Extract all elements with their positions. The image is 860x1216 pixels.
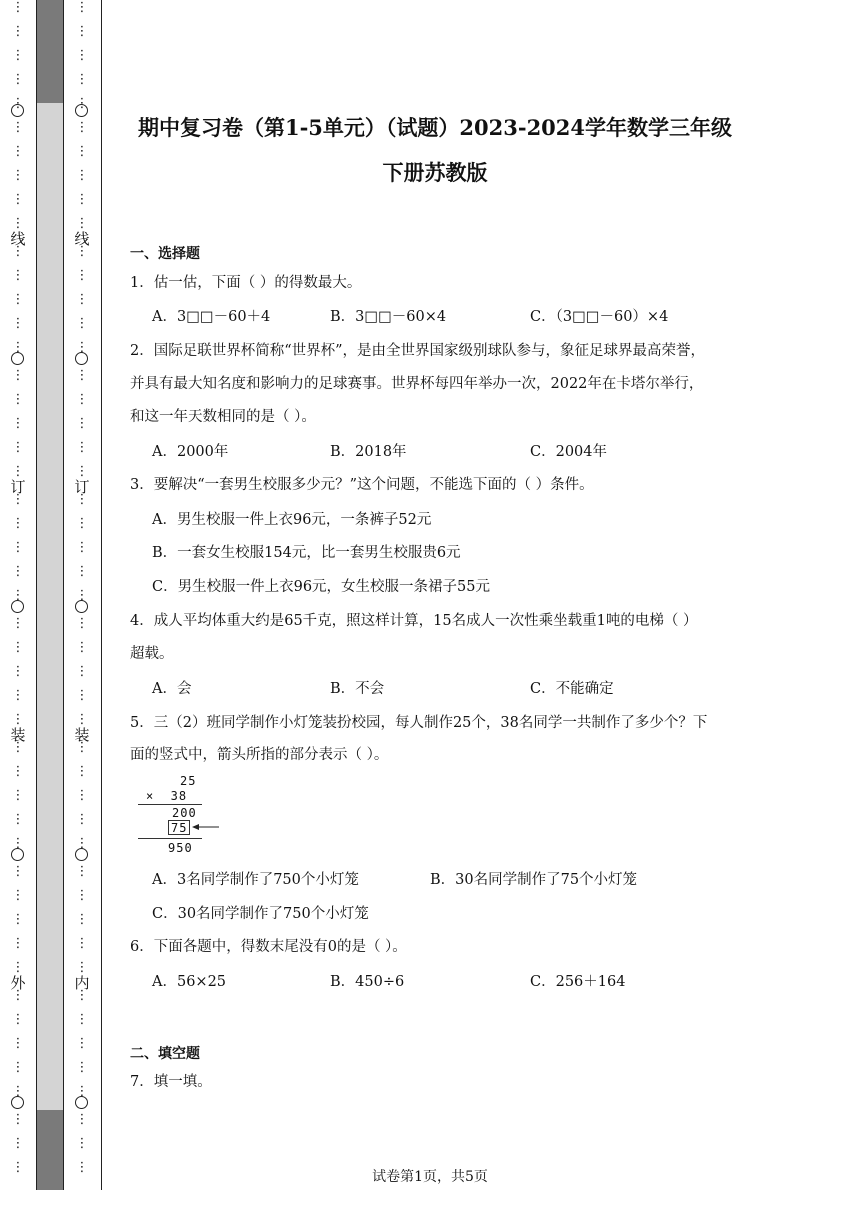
binding-dots: ⋮ [11,864,25,879]
binding-dots: ⋮ [11,168,25,183]
binding-dots: ⋮ [75,392,89,407]
binding-dots: ⋮ [11,492,25,507]
binding-dots: ⋮ [11,888,25,903]
inner-binding-mark-3: 装 [74,726,90,744]
binding-dots: ⋮ [11,540,25,555]
binding-dots: ⋮ [11,1060,25,1075]
binding-dots: ⋮ [11,812,25,827]
calc-rule [138,838,202,839]
binding-dots: ⋮ [75,1036,89,1051]
binding-dots: ⋮ [11,960,25,975]
binding-dots: ⋮ [75,864,89,879]
calc-product: 950 [168,841,193,855]
binding-dots: ⋮ [11,144,25,159]
question-7-stem: 7．填一填。 [130,1074,212,1090]
question-1-option-a: A．3□□－60＋4 [152,309,271,325]
binding-dots: ⋮ [11,712,25,727]
calc-rule [138,804,202,805]
binding-strip-top-block [37,0,63,103]
question-5-option-a: A．3名同学制作了750个小灯笼 [152,872,359,888]
question-3-option-b: B．一套女生校服154元，比一套男生校服贵6元 [152,545,461,561]
page-title: 期中复习卷（第1-5单元）（试题）2023-2024学年数学三年级 [137,115,733,140]
binding-dots: ⋮ [11,588,25,603]
margin-rule [36,0,37,1190]
binding-dots: ⋮ [75,144,89,159]
binding-dots: ⋮ [11,244,25,259]
binding-dots: ⋮ [11,688,25,703]
binding-dots: ⋮ [75,0,89,15]
binding-dots: ⋮ [75,788,89,803]
question-4-option-a: A．会 [152,681,192,697]
binding-dots: ⋮ [11,368,25,383]
binding-hole-circle [11,600,24,613]
binding-dots: ⋮ [11,1036,25,1051]
binding-dots: ⋮ [75,912,89,927]
binding-dots: ⋮ [75,712,89,727]
binding-strip [37,0,63,1190]
binding-dots: ⋮ [11,192,25,207]
binding-dots: ⋮ [75,1160,89,1175]
binding-hole-circle [75,848,88,861]
question-2-option-a: A．2000年 [152,444,229,460]
binding-dots: ⋮ [75,640,89,655]
calc-partial-product-2: 75 [171,821,188,835]
binding-dots: ⋮ [11,96,25,111]
calc-partial-product-1: 200 [172,806,197,820]
arrow-left-icon [192,821,220,833]
binding-dots: ⋮ [11,464,25,479]
binding-dots: ⋮ [11,1084,25,1099]
binding-hole-circle [11,848,24,861]
question-3-option-a: A．男生校服一件上衣96元，一条裤子52元 [152,512,432,528]
binding-dots: ⋮ [75,664,89,679]
outer-binding-mark-3: 装 [10,726,26,744]
inner-binding-mark-1: 线 [74,230,90,248]
binding-dots: ⋮ [11,416,25,431]
margin-rule [101,0,102,1190]
binding-hole-circle [11,352,24,365]
question-6-stem: 6．下面各题中，得数末尾没有0的是（ ）。 [130,939,407,955]
question-6-option-b: B．450÷6 [330,974,405,990]
question-5-option-c: C．30名同学制作了750个小灯笼 [152,906,369,922]
binding-dots: ⋮ [75,440,89,455]
binding-dots: ⋮ [75,960,89,975]
binding-dots: ⋮ [11,292,25,307]
binding-dots: ⋮ [11,216,25,231]
binding-dots: ⋮ [75,1112,89,1127]
binding-dots: ⋮ [75,1012,89,1027]
binding-dots: ⋮ [75,216,89,231]
binding-hole-circle [75,600,88,613]
question-5-option-b: B．30名同学制作了75个小灯笼 [430,872,638,888]
outer-binding-mark-1: 线 [10,230,26,248]
question-2-stem-line3: 和这一年天数相同的是（ ）。 [130,409,316,425]
question-2-stem-line2: 并具有最大知名度和影响力的足球赛事。世界杯每四年举办一次，2022年在卡塔尔举行， [130,376,704,392]
binding-hole-circle [75,104,88,117]
binding-dots: ⋮ [75,48,89,63]
question-6-option-c: C．256＋164 [530,974,626,990]
question-2-option-b: B．2018年 [330,444,407,460]
binding-dots: ⋮ [75,1084,89,1099]
question-5-stem: 5．三（2）班同学制作小灯笼装扮校园，每人制作25个，38名同学一共制作了多少个？下 [130,715,708,731]
binding-dots: ⋮ [75,268,89,283]
binding-dots: ⋮ [11,316,25,331]
binding-dots: ⋮ [11,564,25,579]
binding-dots: ⋮ [75,96,89,111]
binding-dots: ⋮ [11,740,25,755]
page-title-line2: 下册苏教版 [382,160,488,185]
question-3-stem: 3．要解决“一套男生校服多少元？”这个问题，不能选下面的（ ）条件。 [130,477,594,493]
section-heading: 一、选择题 [130,246,200,262]
binding-dots: ⋮ [11,24,25,39]
binding-dots: ⋮ [75,168,89,183]
binding-dots: ⋮ [75,564,89,579]
binding-dots: ⋮ [11,516,25,531]
binding-dots: ⋮ [75,340,89,355]
binding-dots: ⋮ [75,1060,89,1075]
binding-dots: ⋮ [75,244,89,259]
binding-dots: ⋮ [11,48,25,63]
question-5-stem-line2: 面的竖式中，箭头所指的部分表示（ ）。 [130,747,389,763]
binding-dots: ⋮ [11,616,25,631]
binding-dots: ⋮ [75,812,89,827]
binding-dots: ⋮ [11,988,25,1003]
binding-dots: ⋮ [11,1160,25,1175]
binding-dots: ⋮ [75,368,89,383]
inner-binding-column [64,0,100,1216]
question-1-stem: 1．估一估，下面（ ）的得数最大。 [130,275,362,291]
binding-dots: ⋮ [11,392,25,407]
binding-dots: ⋮ [11,1012,25,1027]
page-footer: 试卷第1页，共5页 [372,1169,488,1185]
binding-hole-circle [11,104,24,117]
binding-dots: ⋮ [11,1136,25,1151]
question-4-stem-line2: 超载。 [130,646,174,662]
question-4-stem: 4．成人平均体重大约是65千克，照这样计算，15名成人一次性乘坐载重1吨的电梯（ ） [130,613,698,629]
binding-dots: ⋮ [11,664,25,679]
inner-binding-mark-2: 订 [74,478,90,496]
calc-multiplicand: 25 [180,774,197,788]
binding-dots: ⋮ [75,988,89,1003]
binding-dots: ⋮ [11,0,25,15]
binding-dots: ⋮ [11,640,25,655]
binding-dots: ⋮ [75,588,89,603]
binding-dots: ⋮ [75,24,89,39]
binding-dots: ⋮ [75,540,89,555]
outer-binding-mark-2: 订 [10,478,26,496]
binding-dots: ⋮ [75,616,89,631]
binding-dots: ⋮ [75,72,89,87]
binding-dots: ⋮ [11,912,25,927]
binding-hole-circle [11,1096,24,1109]
binding-hole-circle [75,352,88,365]
inner-binding-mark-4: 内 [74,974,90,992]
binding-dots: ⋮ [11,1112,25,1127]
binding-dots: ⋮ [75,316,89,331]
question-4-option-c: C．不能确定 [530,681,614,697]
outer-binding-column [0,0,36,1216]
binding-dots: ⋮ [75,292,89,307]
binding-dots: ⋮ [75,492,89,507]
binding-dots: ⋮ [75,764,89,779]
question-6-option-a: A．56×25 [152,974,227,990]
section-heading: 二、填空题 [130,1046,200,1062]
binding-dots: ⋮ [75,936,89,951]
binding-dots: ⋮ [75,836,89,851]
binding-dots: ⋮ [75,688,89,703]
binding-dots: ⋮ [11,936,25,951]
question-3-option-c: C．男生校服一件上衣96元，女生校服一条裙子55元 [152,579,490,595]
binding-dots: ⋮ [75,1136,89,1151]
binding-dots: ⋮ [75,192,89,207]
question-1-option-b: B．3□□－60×4 [330,309,447,325]
question-2-option-c: C．2004年 [530,444,607,460]
binding-dots: ⋮ [11,268,25,283]
binding-dots: ⋮ [75,888,89,903]
binding-dots: ⋮ [11,120,25,135]
binding-dots: ⋮ [11,72,25,87]
binding-dots: ⋮ [75,120,89,135]
outer-binding-mark-4: 外 [10,974,26,992]
binding-dots: ⋮ [11,340,25,355]
binding-dots: ⋮ [75,740,89,755]
question-1-option-c: C．（3□□－60）×4 [530,309,669,325]
binding-dots: ⋮ [11,440,25,455]
question-4-option-b: B．不会 [330,681,385,697]
binding-dots: ⋮ [11,836,25,851]
binding-hole-circle [75,1096,88,1109]
binding-dots: ⋮ [75,464,89,479]
binding-dots: ⋮ [11,788,25,803]
calc-multiplier: × 38 [146,789,188,803]
question-2-stem: 2．国际足联世界杯简称“世界杯”，是由全世界国家级别球队参与，象征足球界最高荣誉， [130,343,706,359]
binding-dots: ⋮ [75,516,89,531]
vertical-multiplication-figure [138,774,228,858]
binding-dots: ⋮ [75,416,89,431]
binding-dots: ⋮ [11,764,25,779]
